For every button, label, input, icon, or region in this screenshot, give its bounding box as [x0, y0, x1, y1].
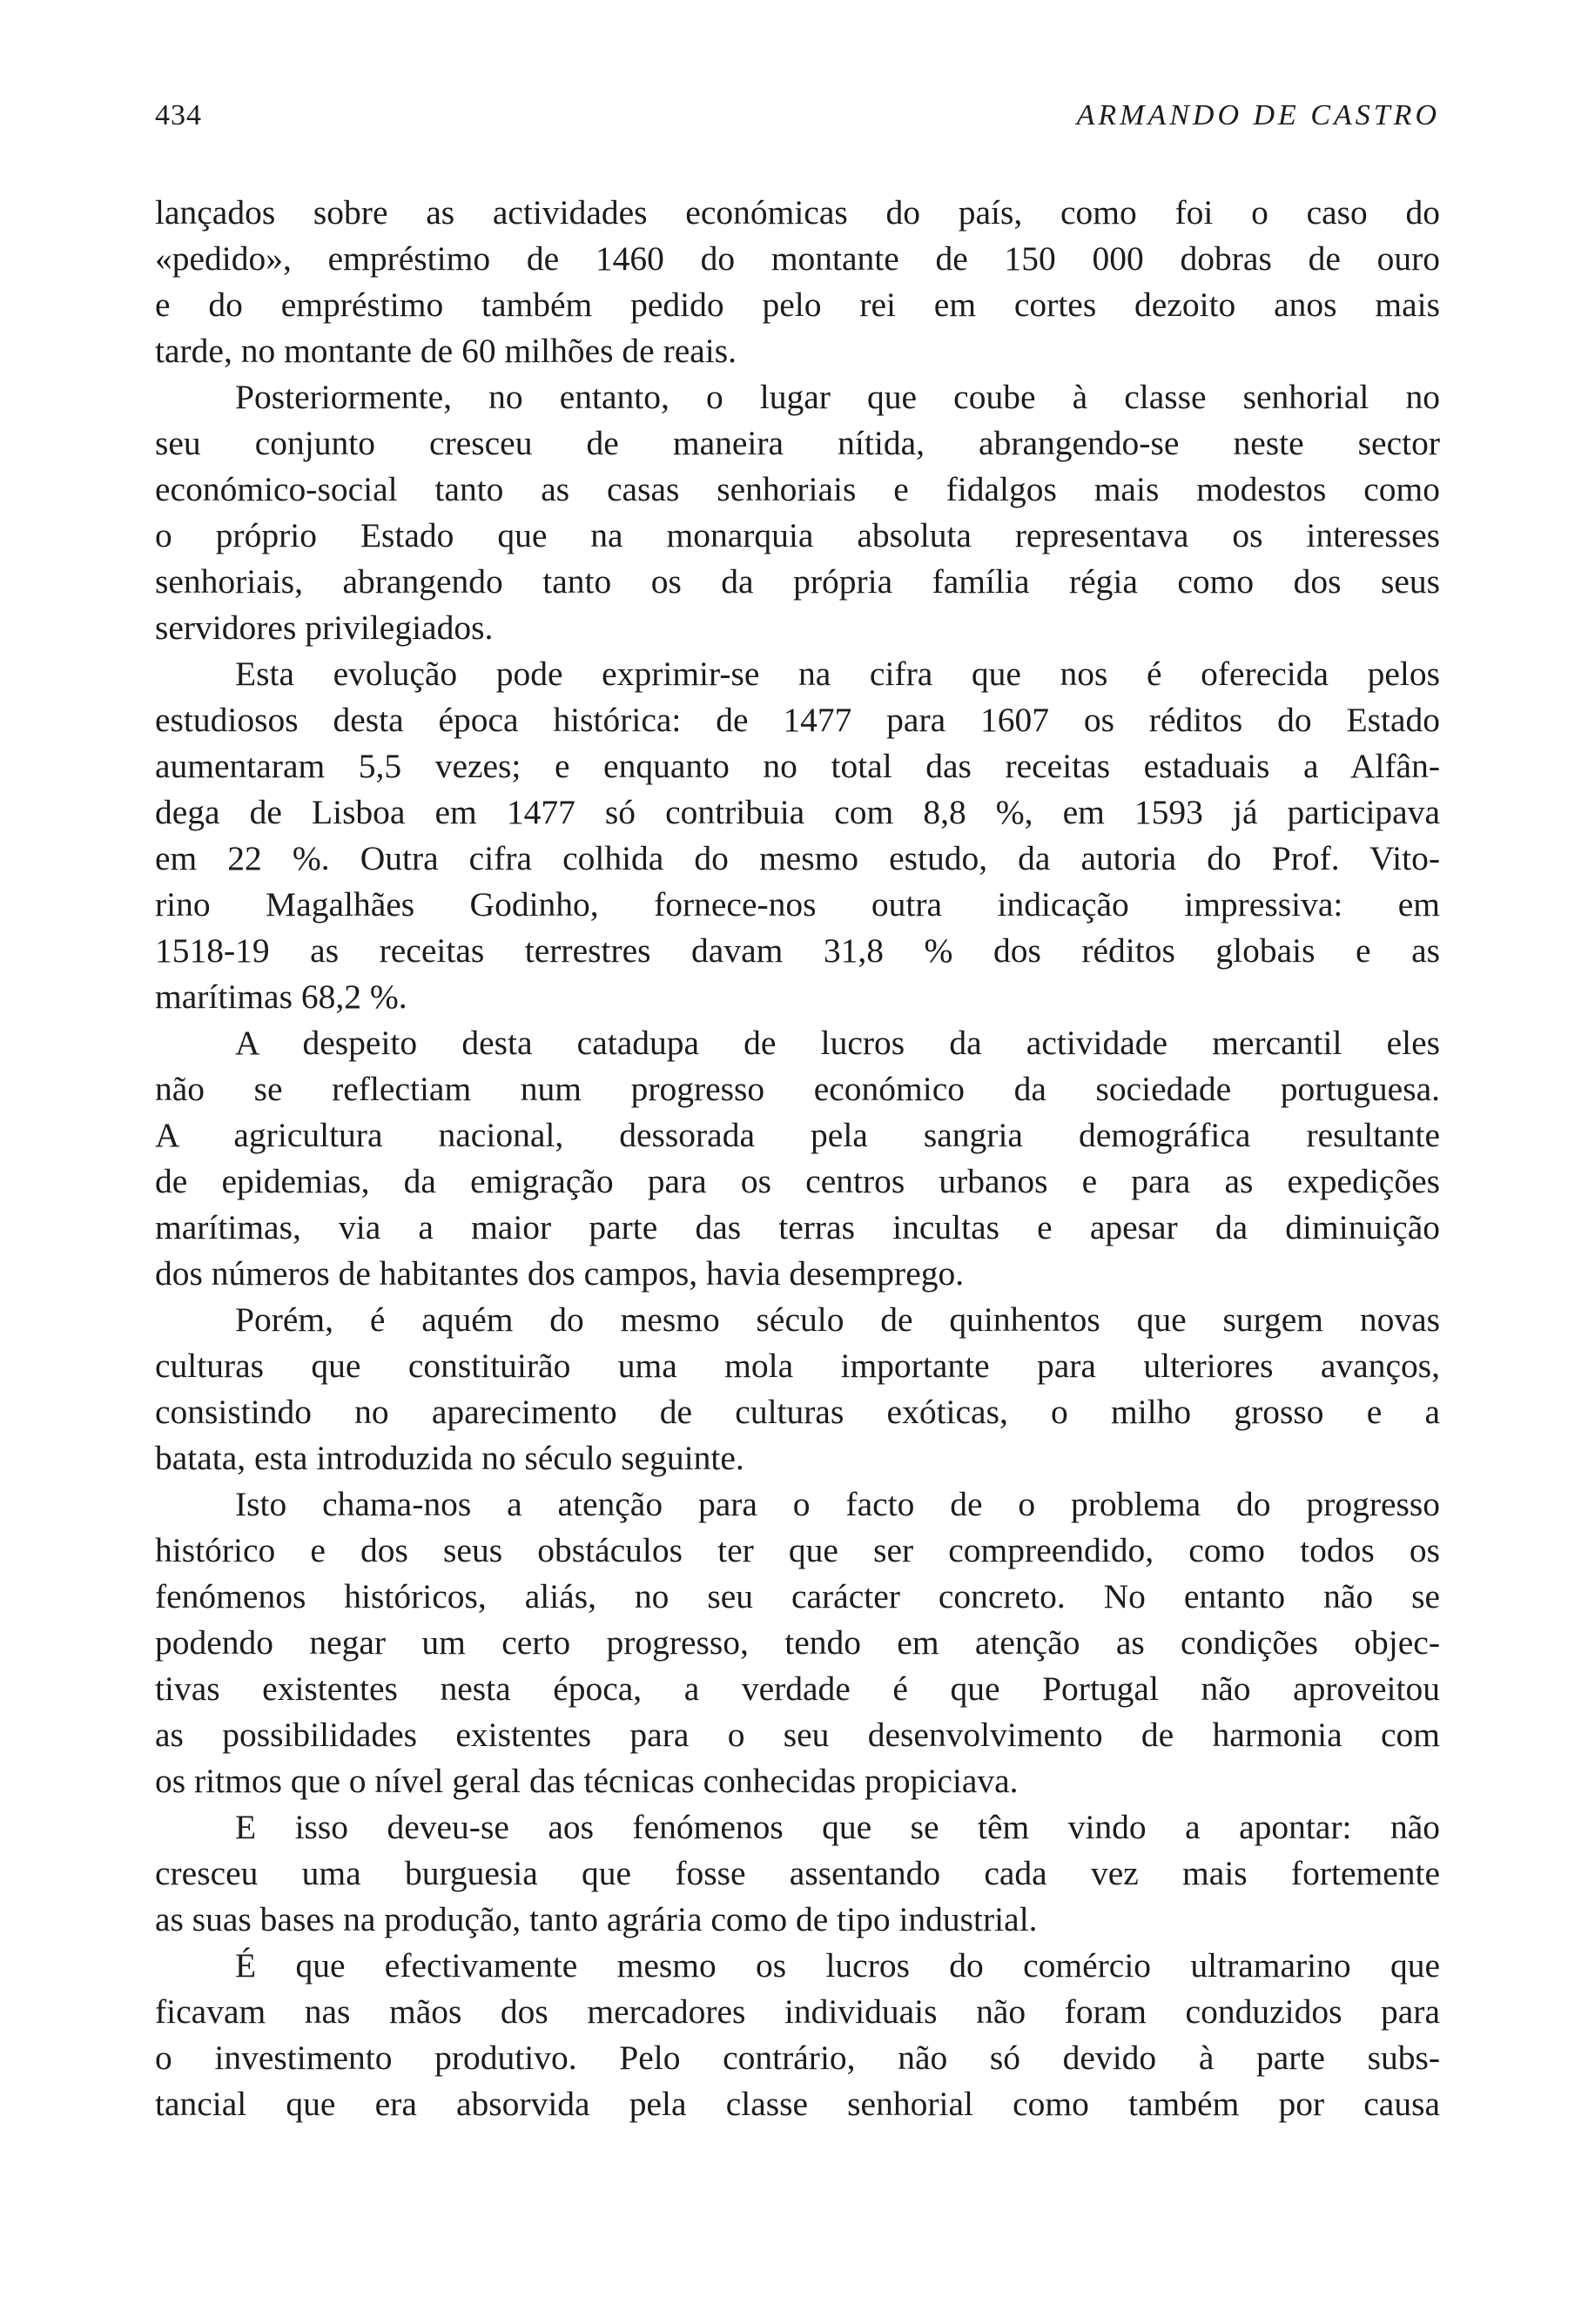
text-line: batata, esta introduzida no século seguinte. [155, 1439, 744, 1477]
text-line: consistindo no aparecimento de culturas exóticas, o milho grosso e a [155, 1393, 1440, 1431]
paragraph [155, 1943, 1440, 2127]
text-line: senhoriais, abrangendo tanto os da própria família régia como dos seus [155, 562, 1440, 601]
text-line: rino Magalhães Godinho, fornece-nos outra indicação impressiva: em [155, 885, 1440, 924]
text-line: aumentaram 5,5 vezes; e enquanto no total das receitas estaduais a Alfân- [155, 747, 1440, 785]
paragraph [155, 374, 1440, 651]
text-line: cresceu uma burguesia que fosse assentando cada vez mais fortemente [155, 1854, 1440, 1892]
text-line: 1518-19 as receitas terrestres davam 31,8 % dos réditos globais e as [155, 931, 1440, 970]
text-line: fenómenos históricos, aliás, no seu carácter concreto. No entanto não se [155, 1577, 1440, 1615]
text-line: os ritmos que o nível geral das técnicas conhecidas propiciava. [155, 1762, 1019, 1800]
paragraph [155, 190, 1440, 374]
text-line: ficavam nas mãos dos mercadores individuais não foram conduzidos para [155, 1992, 1440, 2031]
text-line: culturas que constituirão uma mola importante para ulteriores avanços, [155, 1347, 1440, 1385]
text-line: as suas bases na produção, tanto agrária como de tipo industrial. [155, 1900, 1038, 1938]
paragraph [155, 1804, 1440, 1943]
text-line: de epidemias, da emigração para os centros urbanos e para as expedições [155, 1162, 1440, 1200]
paragraph [155, 1481, 1440, 1804]
text-line: e do empréstimo também pedido pelo rei em cortes dezoito anos mais [155, 285, 1440, 324]
text-line: o investimento produtivo. Pelo contrário, não só devido à parte subs- [155, 2039, 1440, 2077]
text-line: marítimas, via a maior parte das terras incultas e apesar da diminuição [155, 1208, 1440, 1246]
text-line: A despeito desta catadupa de lucros da actividade mercantil eles [235, 1024, 1440, 1062]
text-line: dos números de habitantes dos campos, havia desemprego. [155, 1254, 965, 1293]
text-line: económico-social tanto as casas senhoriais e fidalgos mais modestos como [155, 470, 1440, 508]
text-line: histórico e dos seus obstáculos ter que ser compreendido, como todos os [155, 1531, 1440, 1569]
text-line: Posteriormente, no entanto, o lugar que coube à classe senhorial no [235, 378, 1440, 416]
text-line: dega de Lisboa em 1477 só contribuia com 8,8 %, em 1593 já participava [155, 793, 1440, 831]
text-line: É que efectivamente mesmo os lucros do comércio ultramarino que [235, 1946, 1440, 1985]
text-line: lançados sobre as actividades económicas do país, como foi o caso do [155, 193, 1440, 232]
text-line: E isso deveu-se aos fenómenos que se têm vindo a apontar: não [235, 1808, 1440, 1846]
paragraph [155, 1297, 1440, 1481]
text-line: tivas existentes nesta época, a verdade é que Portugal não aproveitou [155, 1669, 1440, 1708]
text-line: Porém, é aquém do mesmo século de quinhentos que surgem novas [235, 1300, 1440, 1339]
text-line: A agricultura nacional, dessorada pela sangria demográfica resultante [155, 1116, 1440, 1154]
text-line: servidores privilegiados. [155, 608, 494, 647]
text-line: não se reflectiam num progresso económico da sociedade portuguesa. [155, 1070, 1440, 1108]
body-text [155, 190, 1440, 2127]
text-line: em 22 %. Outra cifra colhida do mesmo estudo, da autoria do Prof. Vito- [155, 839, 1440, 877]
paragraph [155, 651, 1440, 1020]
page-number: 434 [155, 99, 202, 131]
text-line: as possibilidades existentes para o seu desenvolvimento de harmonia com [155, 1716, 1440, 1754]
text-line: marítimas 68,2 %. [155, 977, 407, 1016]
text-line: podendo negar um certo progresso, tendo em atenção as condições objec- [155, 1623, 1440, 1662]
text-line: tancial que era absorvida pela classe senhorial como também por causa [155, 2085, 1440, 2123]
text-line: Isto chama-nos a atenção para o facto de o problema do progresso [235, 1485, 1440, 1523]
text-line: tarde, no montante de 60 milhões de reais. [155, 332, 737, 370]
text-line: o próprio Estado que na monarquia absoluta representava os interesses [155, 516, 1440, 554]
running-head [155, 94, 1440, 138]
paragraph [155, 1020, 1440, 1297]
text-line: Esta evolução pode exprimir-se na cifra que nos é oferecida pelos [235, 655, 1440, 693]
text-line: «pedido», empréstimo de 1460 do montante de 150 000 dobras de ouro [155, 239, 1440, 278]
text-line: seu conjunto cresceu de maneira nítida, abrangendo-se neste sector [155, 424, 1440, 462]
text-line: estudiosos desta época histórica: de 1477 para 1607 os réditos do Estado [155, 701, 1440, 739]
running-title: ARMANDO DE CASTRO [1076, 99, 1440, 131]
